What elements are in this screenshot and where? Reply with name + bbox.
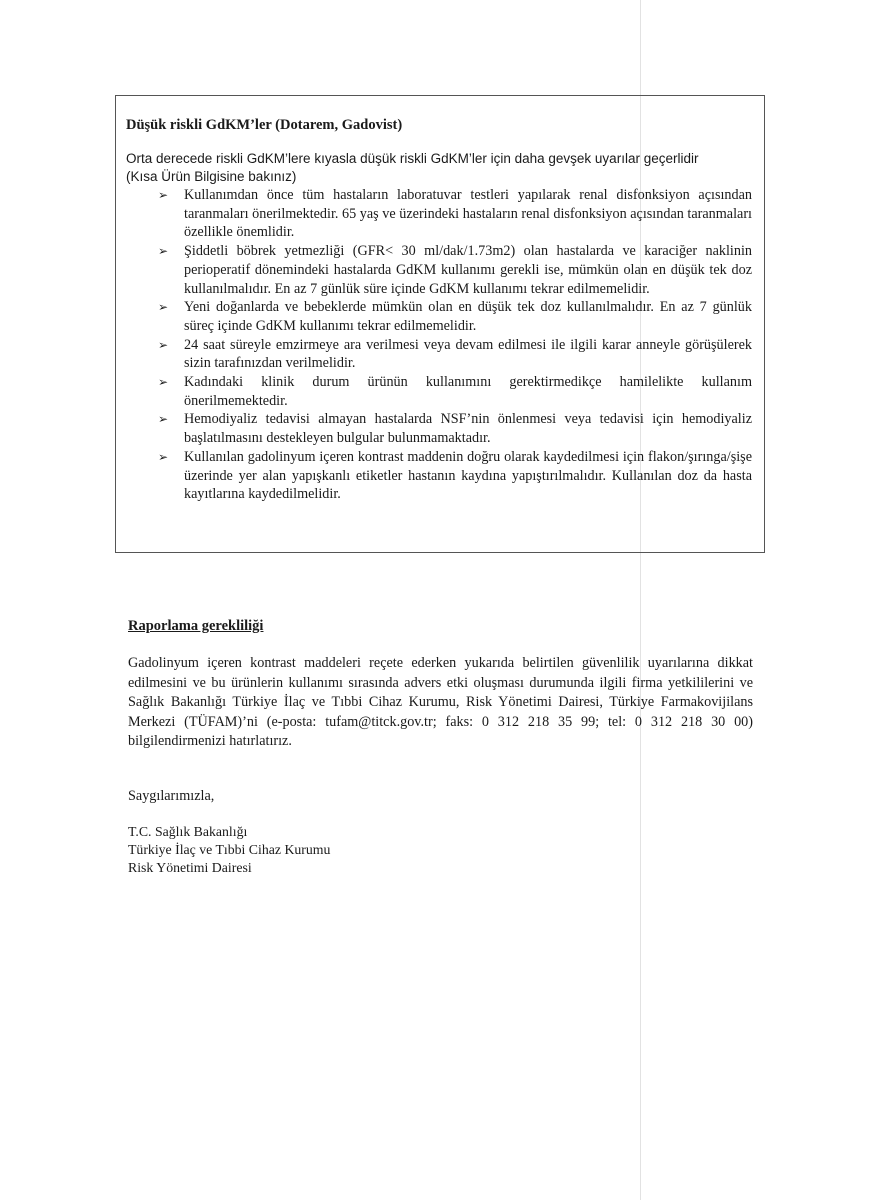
list-item: ➢ 24 saat süreyle emzirmeye ara verilmesi veya devam edilmesi ile ilgili karar anneyle görüşülerek sizin tarafınızdan verilmelidir.: [158, 336, 752, 372]
list-item: ➢ Kullanılan gadolinyum içeren kontrast maddenin doğru olarak kaydedilmesi için flakon/şırınga/şişe üzerinde yer alan yapışkanlı etiketler hastanın kaydına yapıştırılmalıdır. Kullanılan doz da hasta kayıtlarına kaydedilmelidir.: [158, 448, 752, 503]
arrow-bullet-icon: ➢: [158, 449, 169, 464]
list-item: ➢ Hemodiyaliz tedavisi almayan hastalarda NSF’nin önlenmesi veya tedavisi için hemodiyaliz başlatılmasını destekleyen bulgular bulunmamaktadır.: [158, 411, 752, 447]
list-item: ➢ Yeni doğanlarda ve bebeklerde mümkün olan en düşük tek doz kullanılmalıdır. En az 7 günlük süreç içinde GdKM kullanımı tekrar edilmemelidir.: [158, 299, 752, 334]
box-intro: Orta derecede riskli GdKM’lere kıyasla düşük riskli GdKM’ler için daha gevşek uyarılar geçerlidir (Kısa Ürün Bilgisine bakınız): [126, 151, 699, 184]
signature-line-agency: Türkiye İlaç ve Tıbbi Cihaz Kurumu: [128, 842, 331, 857]
signature-line-department: Risk Yönetimi Dairesi: [128, 860, 252, 875]
arrow-bullet-icon: ➢: [158, 337, 169, 352]
arrow-bullet-icon: ➢: [158, 412, 169, 427]
reporting-heading: Raporlama gerekliliği: [128, 618, 264, 634]
arrow-bullet-icon: ➢: [158, 188, 169, 202]
signature-line-ministry: T.C. Sağlık Bakanlığı: [128, 824, 248, 839]
list-item: ➢ Kullanımdan önce tüm hastaların laboratuvar testleri yapılarak renal disfonksiyon açısından taranmaları önerilmektedir. 65 yaş ve üzerindeki hastaların renal disfonksiyon açısından taranmaları özellikle önemlidir.: [158, 187, 752, 241]
list-item: ➢ Şiddetli böbrek yetmezliği (GFR< 30 ml/dak/1.73m2) olan hastalarda ve karaciğer naklinin perioperatif dönemindeki hastalarda GdKM kullanımı gerekli ise, mümkün olan en düşük tek doz kullanılmalıdır. En az 7 günlük süre içinde GdKM kullanımı tekrar edilmemelidir.: [158, 243, 752, 297]
list-item: ➢ Kadındaki klinik durum ürünün kullanımını gerektirmedikçe hamilelikte kullanım önerilmemektedir.: [158, 374, 752, 409]
reporting-paragraph: Gadolinyum içeren kontrast maddeleri reçete ederken yukarıda belirtilen güvenlilik uyarılarına dikkat edilmesini ve bu ürünlerin kullanımı sırasında advers etki oluşması durumunda ilgili firma yetkililerini ve Sağlık Bakanlığı Türkiye İlaç ve Tıbbi Cihaz Kurumu, Risk Yönetimi Dairesi, Türkiye Farmakovijilans Merkezi (TÜFAM)’ni (e-posta: tufam@titck.gov.tr; faks: 0 312 218 35 99; tel: 0 312 218 30 00) bilgilendirmenizi hatırlatırız.: [128, 655, 753, 749]
low-risk-info-box: [115, 95, 765, 553]
closing-salutation: Saygılarımızla,: [128, 788, 215, 804]
bullet-list: [126, 186, 752, 504]
arrow-bullet-icon: ➢: [158, 375, 169, 390]
signature-block: [128, 823, 753, 877]
arrow-bullet-icon: ➢: [158, 244, 169, 259]
box-title: Düşük riskli GdKM’ler (Dotarem, Gadovist): [126, 117, 403, 133]
arrow-bullet-icon: ➢: [158, 300, 169, 315]
